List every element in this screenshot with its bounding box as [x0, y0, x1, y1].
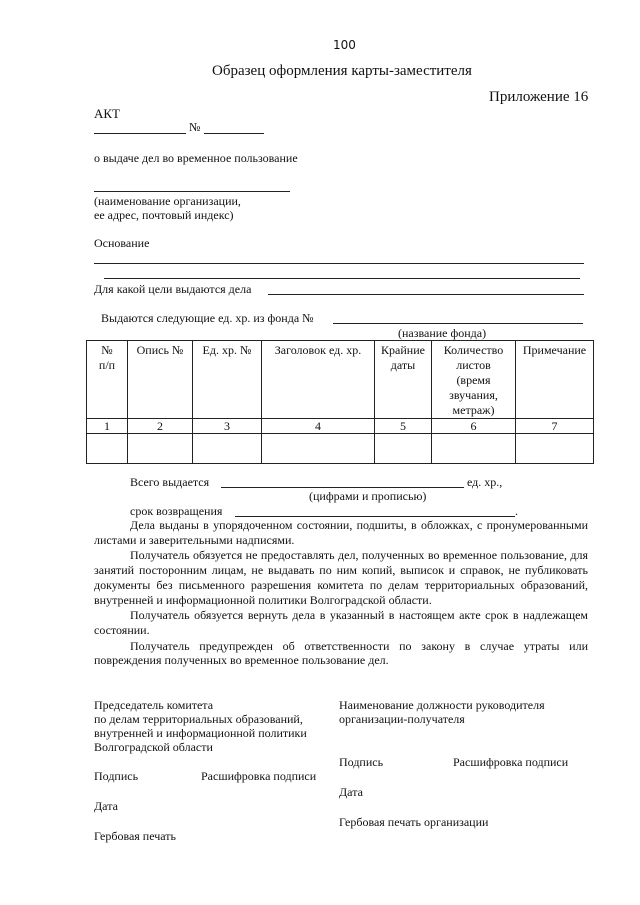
- paragraph: Дела выданы в упорядоченном состоянии, подшиты, в обложках, с пронумерованными листами и заверительными надписями.: [94, 518, 588, 547]
- paragraph: Получатель предупрежден об ответственности по закону в случае утраты или повреждения полученных во временное пользование дел.: [94, 638, 588, 668]
- col-number: 6: [432, 419, 516, 434]
- organization-caption-2: ее адрес, почтовый индекс): [94, 208, 234, 222]
- col-header-title: Заголовок ед. хр.: [262, 341, 375, 419]
- right-signature-label: Подпись: [339, 755, 384, 769]
- act-number-line: [204, 133, 264, 134]
- right-signature-decode: Расшифровка подписи: [453, 755, 569, 769]
- organization-line: [94, 191, 290, 192]
- left-position-line-2: по делам территориальных образований,: [94, 712, 303, 726]
- table-cell: [262, 434, 375, 464]
- table-cell: [193, 434, 262, 464]
- left-signature-decode: Расшифровка подписи: [201, 769, 317, 783]
- fund-line: [333, 323, 583, 324]
- table-cell: [432, 434, 516, 464]
- col-number: 7: [516, 419, 594, 434]
- page-number: 100: [333, 38, 356, 52]
- total-caption: (цифрами и прописью): [309, 489, 427, 503]
- fund-label: Выдаются следующие ед. хр. из фонда №: [101, 311, 314, 325]
- return-term-dot: .: [515, 504, 518, 518]
- table-cell: [87, 434, 128, 464]
- return-term-label: срок возвращения: [130, 504, 223, 518]
- col-number: 1: [87, 419, 128, 434]
- table-cell: [128, 434, 193, 464]
- total-unit: ед. хр.,: [467, 475, 503, 489]
- return-term-line: [235, 516, 515, 517]
- purpose-label: Для какой цели выдаются дела: [94, 282, 252, 296]
- col-header-dates: Крайние даты: [375, 341, 432, 419]
- page-title: Образец оформления карты-заместителя: [212, 63, 472, 79]
- total-label: Всего выдается: [130, 475, 210, 489]
- act-date-line: [94, 133, 186, 134]
- cases-table: [86, 340, 594, 464]
- act-number-sign: №: [189, 120, 201, 134]
- right-position-line-1: Наименование должности руководителя: [339, 698, 545, 712]
- table-cell: [375, 434, 432, 464]
- col-number: 4: [262, 419, 375, 434]
- organization-caption-1: (наименование организации,: [94, 194, 241, 208]
- left-position-line-4: Волгоградской области: [94, 740, 213, 754]
- col-number: 2: [128, 419, 193, 434]
- terms-text: [94, 518, 588, 668]
- left-position-line-3: внутренней и информационной политики: [94, 726, 307, 740]
- right-date-label: Дата: [339, 785, 363, 799]
- left-seal-label: Гербовая печать: [94, 829, 177, 843]
- act-subject: о выдаче дел во временное пользование: [94, 151, 298, 165]
- basis-line-1: [94, 263, 584, 264]
- purpose-line: [268, 294, 584, 295]
- right-position-line-2: организации-получателя: [339, 712, 465, 726]
- paragraph: Получатель обязуется не предоставлять дел, полученных во временное пользование, для занятий посторонним лицам, не выдавать по ним копий, выписок и справок, не публиковать документы без письменного разрешения комитета по делам территориальных образований, внутренней и информационной политики Волгоградской области.: [94, 548, 588, 607]
- total-line: [221, 487, 464, 488]
- basis-line-2: [104, 278, 580, 279]
- table-cell: [516, 434, 594, 464]
- appendix-label: Приложение 16: [489, 89, 589, 105]
- right-seal-label: Гербовая печать организации: [339, 815, 489, 829]
- left-signature-label: Подпись: [94, 769, 139, 783]
- col-number: 5: [375, 419, 432, 434]
- col-header-storage-unit: Ед. хр. №: [193, 341, 262, 419]
- act-label: АКТ: [94, 106, 120, 121]
- col-number: 3: [193, 419, 262, 434]
- fund-caption: (название фонда): [398, 326, 487, 340]
- paragraph: Получатель обязуется вернуть дела в указанный в настоящем акте срок в надлежащем состоянии.: [94, 608, 588, 637]
- col-header-sheets: Количество листов (время звучания, метраж): [432, 341, 516, 419]
- col-header-inventory: Опись №: [128, 341, 193, 419]
- left-position-line-1: Председатель комитета: [94, 698, 214, 712]
- left-date-label: Дата: [94, 799, 118, 813]
- col-header-number: № п/п: [87, 341, 128, 419]
- col-header-note: Примечание: [516, 341, 594, 419]
- basis-label: Основание: [94, 236, 150, 250]
